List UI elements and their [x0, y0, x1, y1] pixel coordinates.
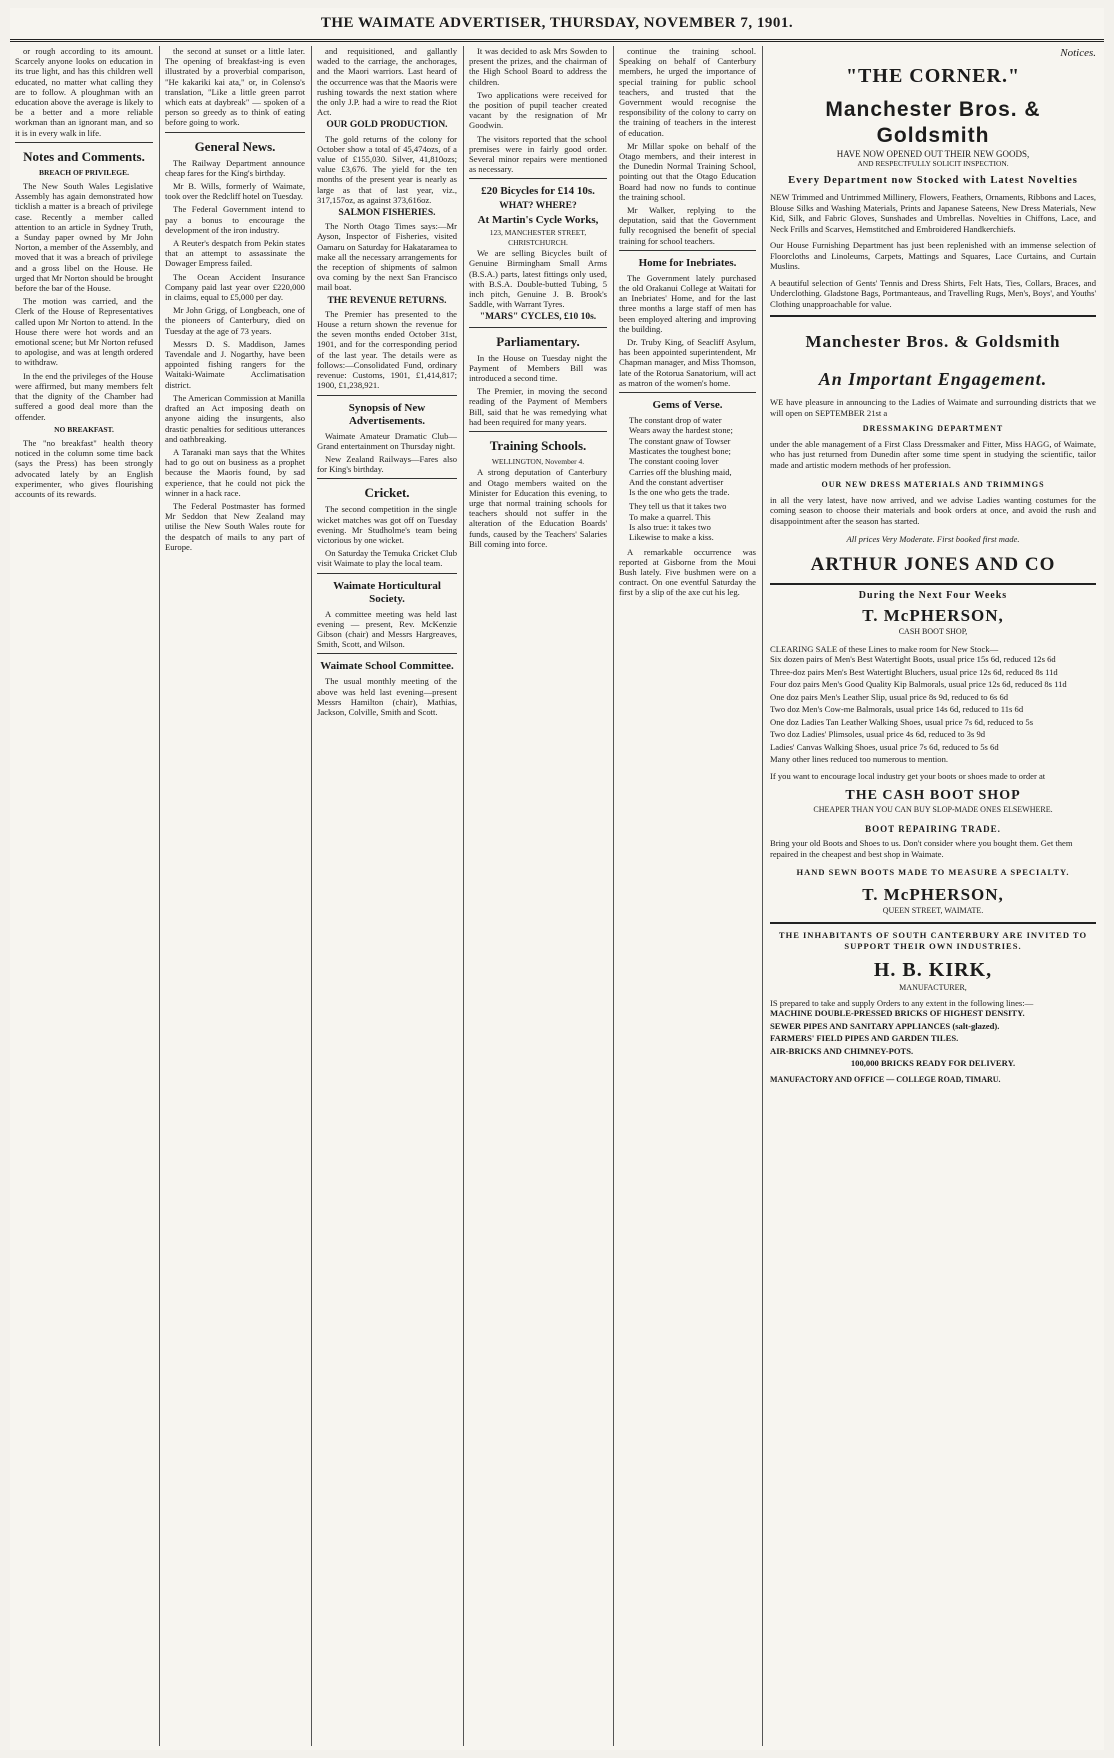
poem-2 [619, 501, 756, 542]
training-schools-heading: Training Schools. [489, 438, 587, 454]
poem-line: Masticates the toughest bone; [629, 445, 731, 456]
bicycle-ad-heading: £20 Bicycles for £14 10s. [481, 185, 595, 198]
notices-label: Notices. [1060, 47, 1096, 59]
kirk-body: IS prepared to take and supply Orders to any extent in the following lines:— [770, 997, 1034, 1008]
furnishing: Our House Furnishing Department has just been replenished with an immense selection of Floorcloths and Linoleums, Carpets, Mattings and Squares, Lace Curtains, and Curtain Muslins. [770, 240, 1096, 271]
sale-item: Two doz Men's Cow-me Balmorals, usual price 14s 6d, reduced to 11s 6d [770, 704, 1024, 714]
kirk-title: H. B. KIRK, [873, 959, 993, 981]
poem-line: Wears away the hardest stone; [629, 425, 733, 436]
poem-line: They tell us that it takes two [629, 501, 727, 512]
col3-p6: New Zealand Railways—Fares also for King's birthday. [317, 453, 457, 475]
col1-intro: or rough according to its amount. Scarcely anyone looks on education in its true light, and has this children well educated, no matter what calling they are to follow. A ploughman with an education above the average is likely to be a better and a more reliable workman than an ignorant man, and so it is in every walk in life. [15, 46, 153, 138]
boot-repairing: BOOT REPAIRING TRADE. [865, 823, 1001, 834]
poem-line: And the constant advertiser [629, 476, 724, 487]
kirk-item: AIR-BRICKS AND CHIMNEY-POTS. [770, 1045, 914, 1056]
col4-p2: Two applications were received for the position of pupil teacher created vacant by the resignation of Mr Goodwin. [469, 89, 607, 131]
col1-p3: In the end the privileges of the House were affirmed, but many members felt that the dignity of the Chamber had suffered a good deal more than the offender. [15, 370, 153, 422]
sale-item: Two doz Ladies' Plimsoles, usual price 4s 6d, reduced to 3s 9d [770, 729, 986, 739]
next-four-weeks: During the Next Four Weeks [858, 589, 1008, 601]
poem-line: The constant gnaw of Towser [629, 435, 731, 446]
cricket-heading: Cricket. [364, 485, 410, 501]
engagement-body: WE have pleasure in announcing to the Ladies of Waimate and surrounding districts that we will open on SEPTEMBER 21st a [770, 397, 1096, 418]
divider [15, 142, 153, 143]
col2-p11: The Federal Postmaster has formed Mr Seddon that New Zealand may utilise the New South Wales route for the despatch of mails to any part of Europe. [165, 500, 305, 552]
col3-p8: On Saturday the Temuka Cricket Club visit Waimate to play the local team. [317, 548, 457, 569]
bicycle-ad-address: 123, MANCHESTER STREET, CHRISTCHURCH. [489, 227, 587, 248]
new-trimmed: NEW Trimmed and Untrimmed Millinery, Flowers, Feathers, Ornaments, Ribbons and Laces, Blouse Silks and Washing Materials, Prints and Japanese Sateens, New Dress Materials, New Kid, Silk, and Fabric Gloves, Sunshades and Umbrellas. Novelties in Chiffons, Lace, and Neck Frills and Scarves, Hemstitched and Embroidered Handkerchiefs. [770, 192, 1096, 234]
masthead-title: THE WAIMATE ADVERTISER, THURSDAY, NOVEMBER 7, 1901. [320, 15, 794, 31]
sale-item: Ladies' Canvas Walking Shoes, usual price 7s 6d, reduced to 5s 6d [770, 741, 999, 752]
general-news-heading: General News. [194, 138, 276, 154]
bicycle-ad-name: At Martin's Cycle Works, [477, 213, 599, 226]
kirk-manufacturer: MANUFACTURER, [899, 983, 967, 992]
engagement-title: An Important Engagement. [818, 369, 1048, 389]
newspaper-page [10, 8, 1104, 1750]
col5-p4: The Government lately purchased the old Orakanui College at Waitati for an Inebriates' Home, and for the last three months a large staff of men has been employed altering and improving the building. [619, 272, 756, 334]
poem-line: Is the one who gets the trade. [629, 487, 730, 498]
col2-p1: the second at sunset or a little later. The opening of breakfast-ing is even illustrated by a proverbial comparison, "He kakariki kai ata," or, in Colenso's translation, "Like a little green parrot which eats at daybreak" — spoken of a person so greedy as to think of eating before going to work. [165, 46, 305, 128]
new-materials: OUR NEW DRESS MATERIALS AND TRIMMINGS [821, 480, 1045, 489]
kirk-item: SEWER PIPES AND SANITARY APPLIANCES (salt-glazed). [770, 1020, 1000, 1031]
poem-line: Carries off the blushing maid, [629, 466, 732, 477]
clearing-sale: CLEARING SALE of these Lines to make room for New Stock— [770, 643, 999, 654]
col3-p1: and requisitioned, and gallantly waded to the carriage, the anchorages, and the Maori warriors. Last heard of the occurrence was that the Maoris were rushing towards the next station where the only J.P. had a wire to read the Riot Act. [317, 46, 457, 118]
divider [619, 392, 756, 393]
poem-1 [619, 415, 756, 497]
poem-line: To make a quarrel. This [629, 511, 711, 522]
divider [770, 922, 1096, 924]
horticultural-heading: Waimate Horticultural Society. [333, 579, 441, 605]
divider [469, 431, 607, 432]
col3-p2: The gold returns of the colony for October show a total of 45,474ozs, of a value of £155,030. Silver, 41,810ozs; value £3,676. The yield for the ten months of the present year is nearly as large as that of last year, viz., 317,157oz, as against 373,616oz. [317, 133, 457, 205]
divider [619, 250, 756, 251]
col4-p4: In the House on Tuesday night the Payment of Members Bill was introduced a second time. [469, 352, 607, 384]
col5-p6: A remarkable occurrence was reported at Gisborne from the Moui Bush lately. Five bushmen were on a contract. On one eventful Saturday the first by a slip of the axe cut his leg. [619, 546, 756, 598]
column-5 [614, 46, 761, 1746]
divider [317, 573, 457, 574]
gents-selection: A beautiful selection of Gents' Tennis and Dress Shirts, Felt Hats, Ties, Collars, Braces, and Underclothing. Gladstone Bags, Portmanteaus, and Travelling Rugs, Men's, Boys', and Youths' Clothing unapproachable for value. [770, 277, 1096, 309]
prices-note: All prices Very Moderate. First booked first made. [846, 534, 1020, 544]
mars-cycles: "MARS" CYCLES, £10 10s. [479, 312, 597, 323]
col4-p3: The visitors reported that the school premises were in fairly good order. Several minor repairs were mentioned as necessary. [469, 133, 607, 175]
notes-heading: Notes and Comments. [23, 148, 145, 164]
cash-boot-shop-title: THE CASH BOOT SHOP [845, 788, 1021, 803]
sale-item: Four doz pairs Men's Good Quality Kip Balmorals, usual price 12s 6d, reduced 8s 11d [770, 679, 1067, 689]
sale-item: Three-doz pairs Men's Best Watertight Bluchers, usual price 12s 6d, reduced 8s 11d [770, 666, 1058, 677]
divider [317, 653, 457, 654]
col5-p3: Mr Walker, replying to the deputation, said that the Government fully recognised the benefit of special training for school teachers. [619, 205, 756, 246]
masthead [10, 8, 1104, 42]
repair-body: Bring your old Boots and Shoes to us. Don't consider where you bought them. Get them repaired in the cheapest and best shop in Waimate. [770, 838, 1073, 859]
divider [469, 327, 607, 328]
poem-line: The constant cooing lover [629, 456, 719, 467]
col3-p9: A committee meeting was held last evening — present, Rev. McKenzie Gibson (chair) and Messrs Hargreaves, Smith, Scott, and Wilson. [317, 608, 457, 650]
col2-p3: Mr B. Wills, formerly of Waimate, took over the Redcliff hotel on Tuesday. [165, 181, 305, 202]
col4-p1: It was decided to ask Mrs Sowden to present the prizes, and the chairman of the High School Board to address the children. [469, 46, 607, 87]
col4-p6: A strong deputation of Canterbury and Otago members waited on the Minister for Education this evening, to urge that normal training schools for teachers should not suffer in the alteration of the Education Boards' funds, caused by the Teachers' Salaries Bill coming into force. [469, 467, 607, 549]
sale-item: Six dozen pairs of Men's Best Watertight Boots, usual price 15s 6d, reduced 12s 6d [770, 654, 1056, 664]
col2-p8: Messrs D. S. Maddison, James Tavendale and J. Nogarthy, have been appointed fishing rangers for the Waitaki-Waimate Acclimatisation district. [165, 338, 305, 390]
cheaper-line: CHEAPER THAN YOU CAN BUY SLOP-MADE ONES ELSEWHERE. [813, 805, 1053, 814]
col4-p5: The Premier, in moving the second reading of the Payment of Members Bill, said that he was remedying what had been required for many years. [469, 386, 607, 427]
sidehead-breakfast: NO BREAKFAST. [54, 424, 114, 434]
dressmaking-dept: DRESSMAKING DEPARTMENT [862, 424, 1004, 433]
revenue-heading: THE REVENUE RETURNS. [327, 295, 447, 306]
dateline: WELLINGTON, November 4. [491, 457, 585, 467]
col2-p7: Mr John Grigg, of Longbeach, one of the pioneers of Canterbury, died on Tuesday at the age of 73 years. [165, 305, 305, 336]
col2-p6: The Ocean Accident Insurance Company paid last year over £220,000 in claims, equal to £5,000 per day. [165, 271, 305, 303]
col1-p4: The "no breakfast" health theory noticed in the column some time back (says the Press) has been strongly advocated lately by an English experimenter, who gives flourishing accounts of its rewards. [15, 437, 153, 499]
column-2 [160, 46, 310, 1746]
divider [317, 395, 457, 396]
poem-line: Is also true: it takes two [629, 522, 711, 533]
col1-p2: The motion was carried, and the Clerk of the House of Representatives called upon Mr Norton to attend. In the House there were hot words and an emotional scene; but Mr Norton refused to apologise, and was at length ordered to withdraw. [15, 296, 153, 368]
cash-boot-shop: CASH BOOT SHOP, [898, 627, 968, 636]
col1-p1: The New South Wales Legislative Assembly has again demonstrated how ticklish a matter is a breach of privilege case. Recently a member called attention to an article in Sydney Truth, a Sunday paper owned by Mr John Norton, a member of the Assembly, and moved that it was a breach of privilege and a gross libel on the House. He urged that Mr Norton should be brought before the bar of the House. [15, 181, 153, 294]
bicycle-ad-sub: WHAT? WHERE? [499, 201, 577, 212]
encourage-industry: If you want to encourage local industry get your boots or shoes made to order at [770, 770, 1046, 781]
advertisements [762, 46, 1104, 1746]
bicycle-ad-body: We are selling Bicycles built of Genuine Birmingham Small Arms (B.S.A.) parts, latest fittings only used, with B.S.A. Double-butted Tubing, 5 inch pitch, Genuine J. B. Brook's Saddle, with Warrant Tyres. [469, 248, 607, 310]
inebriates-heading: Home for Inebriates. [638, 256, 737, 269]
mcpherson-title: T. McPHERSON, [862, 606, 1004, 625]
kirk-item: MACHINE DOUBLE-PRESSED BRICKS OF HIGHEST DENSITY. [770, 1008, 1025, 1018]
factory-address: MANUFACTORY AND OFFICE — COLLEGE ROAD, TIMARU. [770, 1074, 1001, 1084]
salmon-heading: SALMON FISHERIES. [338, 208, 436, 219]
col5-p1: continue the training school. Speaking on behalf of Canterbury members, he urged the importance of special training for public school teachers, and trusted that the Government would recognise the responsibility of the colony to carry on the training of teachers in the interest of education. [619, 46, 756, 138]
col3-p4: The Premier has presented to the House a return shown the revenue for the seven months ended October 31st, 1901, and for the corresponding period of the last year. The details were as follows:—Consolidated Fund, ordinary revenue: Customs, 1901, £1,414,817; 1900, £1,238,921. [317, 308, 457, 391]
every-department: Every Department now Stocked with Latest Novelties [788, 174, 1078, 186]
school-committee-heading: Waimate School Committee. [320, 660, 454, 673]
col2-p2: The Railway Department announce cheap fares for the King's birthday. [165, 157, 305, 178]
queen-street: QUEEN STREET, WAIMATE. [882, 905, 984, 915]
col2-p10: A Taranaki man says that the Whites had to go out on business as a prophet because the Maoris found, by sad experience, that he could not pick the winner in a hack race. [165, 446, 305, 498]
dressmaking-body: under the able management of a First Class Dressmaker and Fitter, Miss HAGG, of Waimate, who has just returned from Dunedin after some time spent in studying the scientific, tailor made and artistic modern methods of her profession. [770, 438, 1096, 470]
col3-p3: The North Otago Times says:—Mr Ayson, Inspector of Fisheries, visited Oamaru on Saturday for Hakataramea to make all the necessary arrangements for the reception of shipments of salmon ova coming by the next San Francisco mail boat. [317, 221, 457, 293]
divider [317, 478, 457, 479]
col2-p5: A Reuter's despatch from Pekin states that an attempt to assassinate the Dowager Empress failed. [165, 238, 305, 269]
gold-heading: OUR GOLD PRODUCTION. [326, 120, 448, 131]
gems-heading: Gems of Verse. [652, 399, 723, 412]
divider [770, 315, 1096, 317]
sidehead-privilege: BREACH OF PRIVILEGE. [39, 167, 129, 177]
col3-p5: Waimate Amateur Dramatic Club—Grand entertainment on Thursday night. [317, 430, 457, 451]
manchester-sub2: AND RESPECTFULLY SOLICIT INSPECTION. [857, 159, 1009, 168]
inhabitants-notice: THE INHABITANTS OF SOUTH CANTERBURY ARE INVITED TO SUPPORT THEIR OWN INDUSTRIES. [778, 930, 1088, 951]
sale-item: One doz pairs Men's Leather Slip, usual price 8s 9d, reduced to 6s 6d [770, 691, 1009, 702]
hand-sewn: HAND SEWN BOOTS MADE TO MEASURE A SPECIALTY. [796, 867, 1070, 877]
new-materials-body: in all the very latest, have now arrived, and we advise Ladies wanting costumes for the coming season to choose their materials and book orders at once, and avoid the rush and disappointment after the season has started. [770, 494, 1096, 526]
kirk-item: FARMERS' FIELD PIPES AND GARDEN TILES. [770, 1033, 959, 1043]
parliamentary-heading: Parliamentary. [496, 333, 580, 349]
column-1 [10, 46, 158, 1746]
col5-p2: Mr Millar spoke on behalf of the Otago members, and their interest in the Dunedin Normal Training School, pointing out that the Otago Education Board had now no funds to continue the training school. [619, 140, 756, 202]
poem-line: The constant drop of water [629, 415, 722, 426]
divider [770, 583, 1096, 585]
col2-p4: The Federal Government intend to pay a bonus to encourage the development of the iron industry. [165, 204, 305, 235]
kirk-bricks: 100,000 BRICKS READY FOR DELIVERY. [850, 1058, 1016, 1068]
col3-p10: The usual monthly meeting of the above was held last evening—present Messrs Hamilton (chair), Mathias, Jackson, Colville, Smith and Scott. [317, 676, 457, 717]
manchester-sub: HAVE NOW OPENED OUT THEIR NEW GOODS, [836, 148, 1030, 159]
column-4 [464, 46, 612, 1746]
col5-p5: Dr. Truby King, of Seacliff Asylum, has been appointed superintendent, Mr Chapman manager, and Miss Thomson, late of the Rotorua Sanatorium, will act as matron of the women's home. [619, 337, 756, 388]
divider [469, 178, 607, 179]
mcpherson-title-2: T. McPHERSON, [862, 884, 1004, 904]
col2-p9: The American Commission at Manilla drafted an Act imposing death on anyone aiding the insurgents, also drastic penalties for seditious utterances and oathbreaking. [165, 392, 305, 444]
corner-ad-title: "THE CORNER." [845, 64, 1021, 87]
poem-line: Likewise to make a kiss. [629, 532, 714, 543]
sale-item: One doz Ladies Tan Leather Walking Shoes, usual price 7s 6d, reduced to 5s [770, 716, 1034, 727]
sale-item: Many other lines reduced too numerous to mention. [770, 754, 949, 764]
synopsis-heading: Synopsis of New Advertisements. [348, 401, 426, 427]
divider [165, 132, 305, 133]
manchester-bros-2: Manchester Bros. & Goldsmith [805, 332, 1061, 351]
arthur-jones: ARTHUR JONES AND CO [810, 553, 1056, 575]
column-3 [312, 46, 462, 1746]
manchester-bros-title: Manchester Bros. & Goldsmith [825, 97, 1041, 147]
col3-p7: The second competition in the single wicket matches was got off on Tuesday evening. Mr Studholme's team being victorious by one wicket. [317, 504, 457, 545]
